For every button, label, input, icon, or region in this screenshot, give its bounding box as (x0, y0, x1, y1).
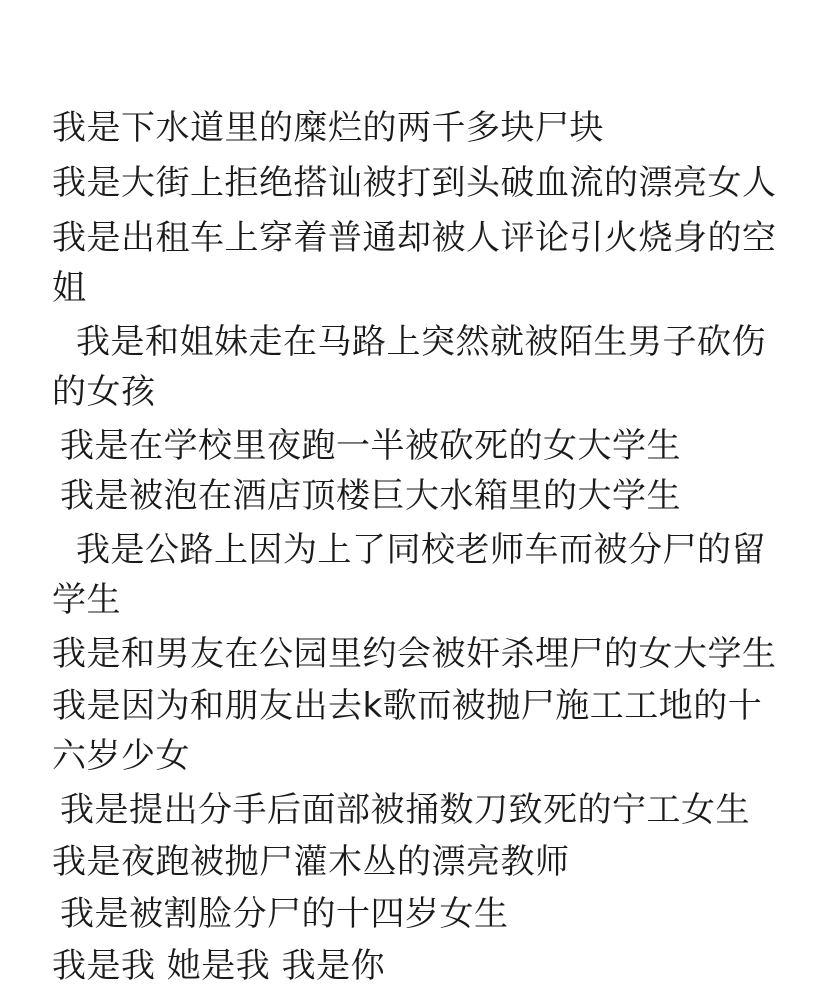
text-line: 我是和姐妹走在马路上突然就被陌生男子砍伤 (76, 322, 766, 362)
text-line: 我是在学校里夜跑一半被砍死的女大学生 (60, 426, 681, 466)
text-line: 我是和男友在公园里约会被奸杀埋尸的女大学生 (52, 634, 777, 674)
text-line: 我是被割脸分尸的十四岁女生 (60, 894, 509, 934)
text-line: 我是下水道里的糜烂的两千多块尸块 (52, 108, 604, 148)
text-line: 我是夜跑被抛尸灌木丛的漂亮教师 (52, 842, 570, 882)
text-line: 的女孩 (52, 372, 156, 412)
text-line: 我是大街上拒绝搭讪被打到头破血流的漂亮女人 (52, 163, 777, 203)
text-line: 姐 (52, 268, 87, 308)
text-line: 六岁少女 (52, 736, 190, 776)
text-line: 学生 (52, 580, 121, 620)
text-line: 我是因为和朋友出去k歌而被抛尸施工工地的十 (52, 686, 763, 726)
text-line: 我是我 她是我 我是你 (52, 946, 386, 986)
text-line: 我是出租车上穿着普通却被人评论引火烧身的空 (52, 218, 777, 258)
text-line: 我是提出分手后面部被捅数刀致死的宁工女生 (60, 790, 750, 830)
text-line: 我是公路上因为上了同校老师车而被分尸的留 (76, 530, 766, 570)
text-line: 我是被泡在酒店顶楼巨大水箱里的大学生 (60, 476, 681, 516)
